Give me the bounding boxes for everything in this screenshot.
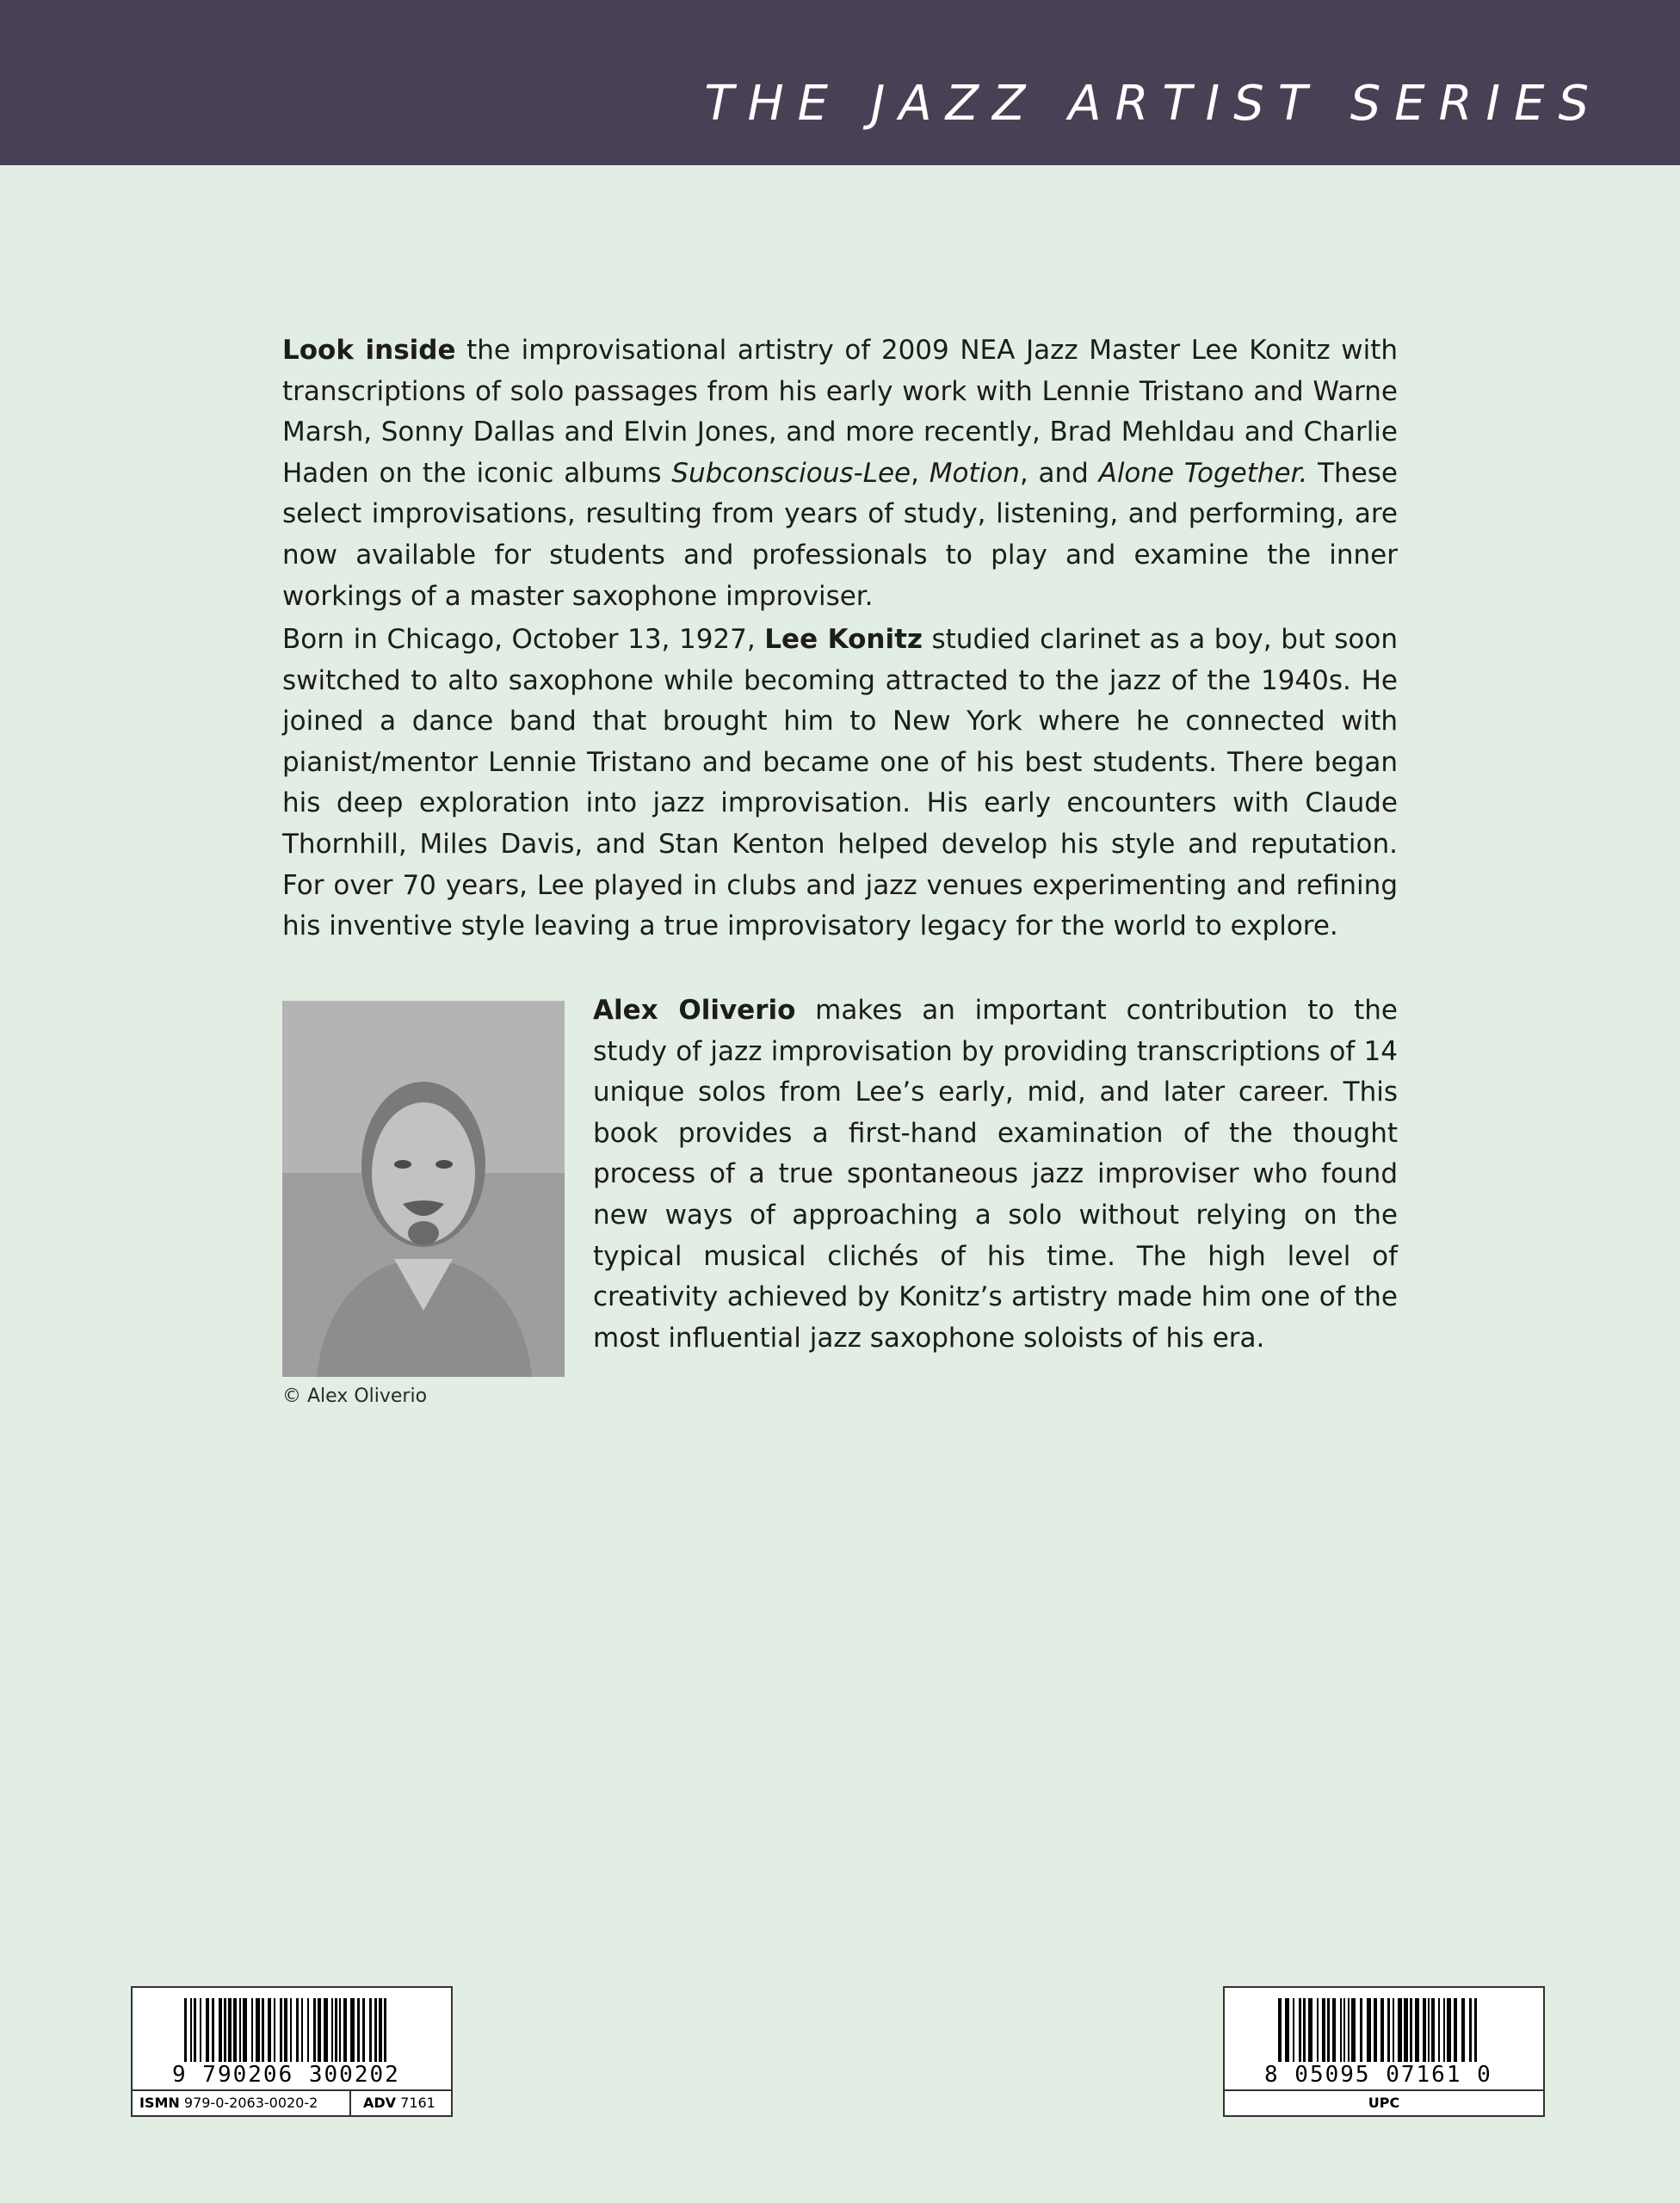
author-portrait-image <box>282 1001 565 1377</box>
barcode-bar <box>324 1998 328 2062</box>
barcode-bar <box>296 1998 299 2062</box>
barcode-bar <box>1327 1998 1330 2062</box>
barcode-bar <box>212 1998 214 2062</box>
barcode-bar <box>280 1998 282 2062</box>
intro-text-1: the improvisational artistry of 2009 NEA Jazz Master Lee Konitz with transcriptions of solo passages from his early work with Lennie Tristano and Warne Marsh, Sonny Dallas and Elvin Jones, and more recently, Brad Mehldau and Charlie Haden on the iconic albums <box>282 335 1399 489</box>
barcode-bar <box>335 1998 337 2062</box>
barcode-bar <box>1340 1998 1342 2062</box>
barcode-bar <box>1415 1998 1419 2062</box>
barcode-bar <box>262 1998 264 2062</box>
barcode-bar <box>206 1998 209 2062</box>
barcode-bar <box>1387 1998 1390 2062</box>
ismn-label-strip <box>133 2089 451 2115</box>
barcode-bar <box>274 1998 275 2062</box>
barcode-bar <box>284 1998 287 2062</box>
barcode-bar <box>384 1998 386 2062</box>
barcode-bar <box>1398 1998 1402 2062</box>
adv-prefix: ADV <box>363 2095 397 2111</box>
barcode-bar <box>224 1998 226 2062</box>
barcode-bar <box>307 1998 309 2062</box>
barcode-bar <box>1380 1998 1384 2062</box>
ismn-prefix: ISMN <box>139 2095 180 2111</box>
barcode-bar <box>1410 1998 1412 2062</box>
bio-paragraph <box>282 620 1398 947</box>
author-text: makes an important contribution to the study of jazz improvisation by providing transcriptions of 14 unique solos from Lee’s early, mid, and later career. This book provides a first-hand examination of the thought process of a true spontaneous jazz improviser who found new ways of approaching a solo without relying on the typical musical clichés of his time. The high level of creativity achieved by Konitz’s artistry made him one of the most influential jazz saxophone soloists of his era. <box>593 995 1398 1354</box>
upc-barcode-digits: 8 05095 07161 0 <box>1264 2062 1492 2088</box>
barcode-bar <box>184 1998 187 2062</box>
barcode-bar <box>233 1998 237 2062</box>
bio-name: Lee Konitz <box>764 624 923 655</box>
barcode-bar <box>374 1998 377 2062</box>
barcode-bar <box>1343 1998 1345 2062</box>
barcode-bar <box>331 1998 333 2062</box>
barcode-bar <box>1360 1998 1362 2062</box>
barcode-bar <box>379 1998 382 2062</box>
barcode-bar <box>1299 1998 1301 2062</box>
barcode-bar <box>1438 1998 1440 2062</box>
barcode-bar <box>313 1998 316 2062</box>
barcode-bar <box>1393 1998 1394 2062</box>
barcode-bar <box>1293 1998 1294 2062</box>
barcode-bar <box>200 1998 201 2062</box>
barcode-bar <box>268 1998 271 2062</box>
upc-label-strip <box>1225 2089 1543 2115</box>
barcode-bar <box>243 1998 247 2062</box>
barcode-bar <box>1428 1998 1430 2062</box>
barcode-bar <box>1367 1998 1371 2062</box>
barcode-bar <box>1303 1998 1306 2062</box>
barcode-bar <box>1461 1998 1465 2062</box>
barcode-bar <box>1332 1998 1336 2062</box>
barcode-bar <box>1404 1998 1408 2062</box>
ismn-barcode <box>131 1986 453 2117</box>
intro-lead: Look inside <box>282 335 456 366</box>
barcode-bar <box>1443 1998 1445 2062</box>
bio-text-2: studied clarinet as a boy, but soon switched to alto saxophone while becoming attracted to the jazz of the 1940s. He joined a dance band that brought him to New York where he connected with pianist/mentor Lennie Tristano and became one of his best students. There began his deep exploration into jazz improvisation. His early encounters with Claude Thornhill, Miles Davis, and Stan Kenton helped develop his style and reputation. For over 70 years, Lee played in clubs and jazz venues experimenting and refining his inventive style leaving a true improvisatory legacy for the world to explore. <box>282 624 1398 942</box>
barcode-bar <box>1374 1998 1377 2062</box>
barcode-bar <box>350 1998 355 2062</box>
barcode-bar <box>1278 1998 1282 2062</box>
author-paragraph <box>593 990 1398 1359</box>
upc-barcode <box>1223 1986 1545 2117</box>
intro-sep-1: , <box>911 457 930 489</box>
barcode-bar <box>1285 1998 1289 2062</box>
barcode-bar <box>228 1998 232 2062</box>
barcode-bar <box>1454 1998 1457 2062</box>
intro-text-2: These select improvisations, resulting from years of study, listening, and performing, are now available for students and professionals to play and examine the inner workings of a master saxophone improviser. <box>282 457 1398 612</box>
barcode-bar <box>1308 1998 1312 2062</box>
author-photo <box>282 1001 565 1377</box>
upc-barcode-bars <box>1278 1998 1483 2062</box>
barcode-bar <box>219 1998 222 2062</box>
barcode-bar <box>1317 1998 1319 2062</box>
barcode-bar <box>1322 1998 1325 2062</box>
barcode-bar <box>1348 1998 1350 2062</box>
ismn-label <box>139 2095 318 2111</box>
barcode-bar <box>256 1998 260 2062</box>
barcode-bar <box>194 1998 196 2062</box>
barcode-bar <box>1474 1998 1477 2062</box>
album-alone-together: Alone Together. <box>1098 457 1308 489</box>
adv-label <box>363 2095 435 2111</box>
barcode-bar <box>290 1998 292 2062</box>
header-bar <box>0 0 1680 165</box>
album-motion: Motion <box>929 457 1020 489</box>
bio-text-1: Born in Chicago, October 13, 1927, <box>282 624 765 655</box>
barcode-bar <box>343 1998 347 2062</box>
intro-sep-2: , and <box>1019 457 1099 489</box>
upc-label: UPC <box>1368 2095 1400 2111</box>
barcode-bar <box>251 1998 253 2062</box>
photo-credit: © Alex Oliverio <box>282 1385 428 1407</box>
intro-paragraph <box>282 330 1398 617</box>
album-subconscious-lee: Subconscious-Lee <box>671 457 911 489</box>
barcode-bar <box>190 1998 192 2062</box>
barcode-bar <box>362 1998 365 2062</box>
adv-number: 7161 <box>396 2095 435 2111</box>
ismn-barcode-bars <box>184 1998 391 2062</box>
barcode-bar <box>1431 1998 1435 2062</box>
barcode-bar <box>1469 1998 1472 2062</box>
barcode-bar <box>339 1998 341 2062</box>
barcode-bar <box>357 1998 360 2062</box>
barcode-bar <box>369 1998 372 2062</box>
barcode-bar <box>239 1998 241 2062</box>
barcode-bar <box>1351 1998 1356 2062</box>
barcode-bar <box>1423 1998 1426 2062</box>
ismn-barcode-digits: 9 790206 300202 <box>172 2062 400 2088</box>
barcode-bar <box>1447 1998 1451 2062</box>
barcode-bar <box>318 1998 321 2062</box>
ismn-number: 979-0-2063-0020-2 <box>179 2095 318 2111</box>
strip-divider <box>349 2091 351 2115</box>
author-name: Alex Oliverio <box>593 995 796 1026</box>
barcode-bar <box>301 1998 303 2062</box>
series-title: THE JAZZ ARTIST SERIES <box>704 76 1603 132</box>
